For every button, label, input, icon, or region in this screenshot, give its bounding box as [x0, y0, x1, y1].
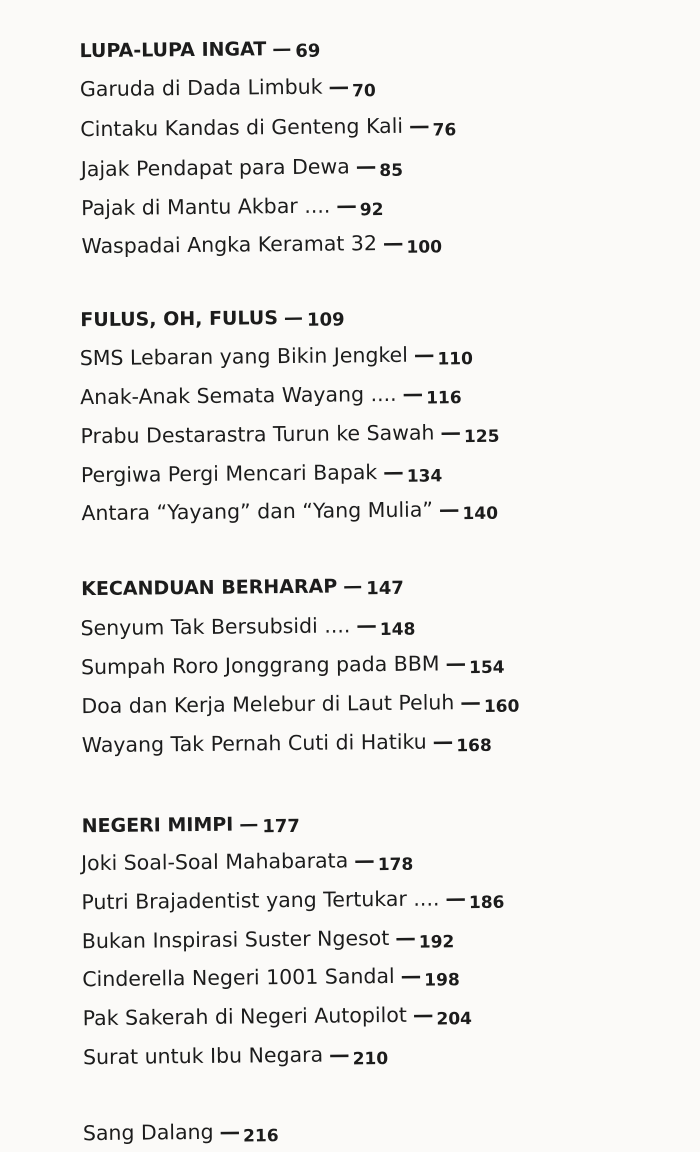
separator: —: [400, 963, 422, 988]
entry-title: SMS Lebaran yang Bikin Jengkel: [79, 342, 409, 371]
section-title: LUPA-LUPA INGAT: [79, 38, 267, 63]
page-number: 148: [379, 619, 416, 641]
toc-entry: [82, 923, 455, 957]
entry-title: Joki Soal-Soal Mahabarata: [80, 848, 349, 876]
entry-title: Senyum Tak Bersubsidi ....: [80, 613, 351, 641]
section-title: FULUS, OH, FULUS: [80, 307, 279, 332]
toc-entry: [81, 846, 413, 879]
separator: —: [412, 1002, 434, 1027]
toc-entry: [81, 688, 519, 723]
page-number: 140: [462, 503, 499, 525]
separator: —: [283, 306, 304, 330]
entry-title: Putri Brajadentist yang Tertukar ....: [81, 886, 440, 915]
page-number: 178: [377, 854, 414, 876]
page-number: 76: [432, 120, 457, 141]
page-number: 110: [437, 349, 474, 370]
toc-entry: [80, 340, 473, 374]
entry-title: Garuda di Dada Limbuk: [79, 74, 323, 102]
section-heading: [82, 810, 301, 841]
separator: —: [408, 113, 430, 138]
separator: —: [383, 459, 404, 485]
toc-entry: [81, 228, 442, 262]
toc-entry: [81, 884, 504, 918]
separator: —: [355, 154, 377, 179]
separator: —: [438, 497, 460, 522]
entry-title: Anak-Anak Semata Wayang ....: [80, 381, 397, 410]
entry-title: Sang Dalang: [82, 1119, 214, 1146]
toc-entry: [80, 111, 456, 145]
page-number: 100: [406, 237, 443, 258]
entry-title: Waspadai Angka Keramat 32: [81, 231, 378, 259]
page-number: 147: [366, 577, 404, 600]
toc-entry: [81, 152, 403, 185]
toc-entry: [80, 611, 415, 645]
page-number: 210: [352, 1048, 389, 1070]
page-number: 116: [426, 388, 462, 409]
separator: —: [354, 848, 375, 873]
entry-title: Pajak di Mantu Akbar ....: [81, 193, 331, 221]
separator: —: [272, 37, 292, 61]
toc-entry: [83, 1040, 388, 1073]
separator: —: [413, 342, 435, 367]
page-number: 109: [306, 309, 345, 331]
entry-title: Wayang Tak Pernah Cuti di Hatiku: [81, 729, 427, 758]
separator: —: [356, 613, 377, 638]
separator: —: [336, 193, 357, 218]
page-number: 69: [295, 40, 321, 62]
page-number: 85: [379, 160, 404, 182]
separator: —: [219, 1119, 241, 1144]
entry-title: Doa dan Kerja Melebur di Laut Peluh: [81, 690, 455, 719]
toc-entry: [83, 1000, 473, 1034]
toc-entry: [81, 457, 443, 491]
entry-title: Bukan Inspirasi Suster Ngesot: [81, 925, 390, 954]
separator: —: [382, 230, 404, 256]
toc-entry: [80, 379, 462, 413]
separator: —: [343, 575, 363, 598]
page-number: 198: [424, 970, 460, 991]
entry-title: Pak Sakerah di Negeri Autopilot: [82, 1002, 408, 1031]
page-number: 134: [406, 466, 443, 487]
entry-title: Cintaku Kandas di Genteng Kali: [80, 113, 404, 142]
section-heading: [79, 35, 320, 67]
separator: —: [395, 925, 416, 950]
separator: —: [460, 690, 481, 715]
section-heading: [80, 303, 344, 335]
toc-entry: [80, 418, 499, 452]
section-title: KECANDUAN BERHARAP: [81, 575, 338, 601]
entry-title: Surat untuk Ibu Negara: [82, 1042, 324, 1070]
section-title: NEGERI MIMPI: [81, 813, 234, 838]
page-number: 154: [468, 657, 505, 679]
page-number: 92: [359, 199, 384, 221]
entry-title: Prabu Destarastra Turun ke Sawah: [80, 420, 435, 449]
page-number: 70: [351, 81, 376, 102]
toc-entry: [83, 1117, 279, 1149]
page-number: 125: [463, 426, 500, 448]
toc-entry: [81, 649, 505, 683]
page-number: 186: [468, 892, 505, 914]
separator: —: [328, 1042, 350, 1067]
separator: —: [440, 420, 462, 445]
entry-title: Jajak Pendapat para Dewa: [80, 154, 350, 182]
page-number: 204: [436, 1009, 473, 1030]
page-number: 160: [483, 696, 520, 717]
page-number: 177: [262, 815, 301, 838]
page-number: 216: [243, 1126, 279, 1147]
toc-entry: [82, 727, 492, 761]
toc-entry: [80, 72, 376, 105]
separator: —: [445, 651, 467, 676]
separator: —: [445, 886, 467, 911]
entry-title: Pergiwa Pergi Mencari Bapak: [80, 460, 378, 488]
entry-title: Cinderella Negeri 1001 Sandal: [82, 963, 395, 992]
toc-entry: [81, 191, 384, 224]
separator: —: [402, 381, 424, 406]
separator: —: [239, 813, 259, 836]
entry-title: Sumpah Roro Jonggrang pada BBM: [80, 651, 440, 680]
separator: —: [432, 729, 454, 754]
entry-title: Antara “Yayang” dan “Yang Mulia”: [81, 497, 434, 526]
page-number: 192: [418, 932, 455, 953]
toc-entry: [81, 495, 498, 529]
toc-entry: [82, 961, 460, 995]
page-number: 168: [456, 735, 492, 757]
separator: —: [328, 74, 350, 99]
section-heading: [81, 572, 404, 604]
